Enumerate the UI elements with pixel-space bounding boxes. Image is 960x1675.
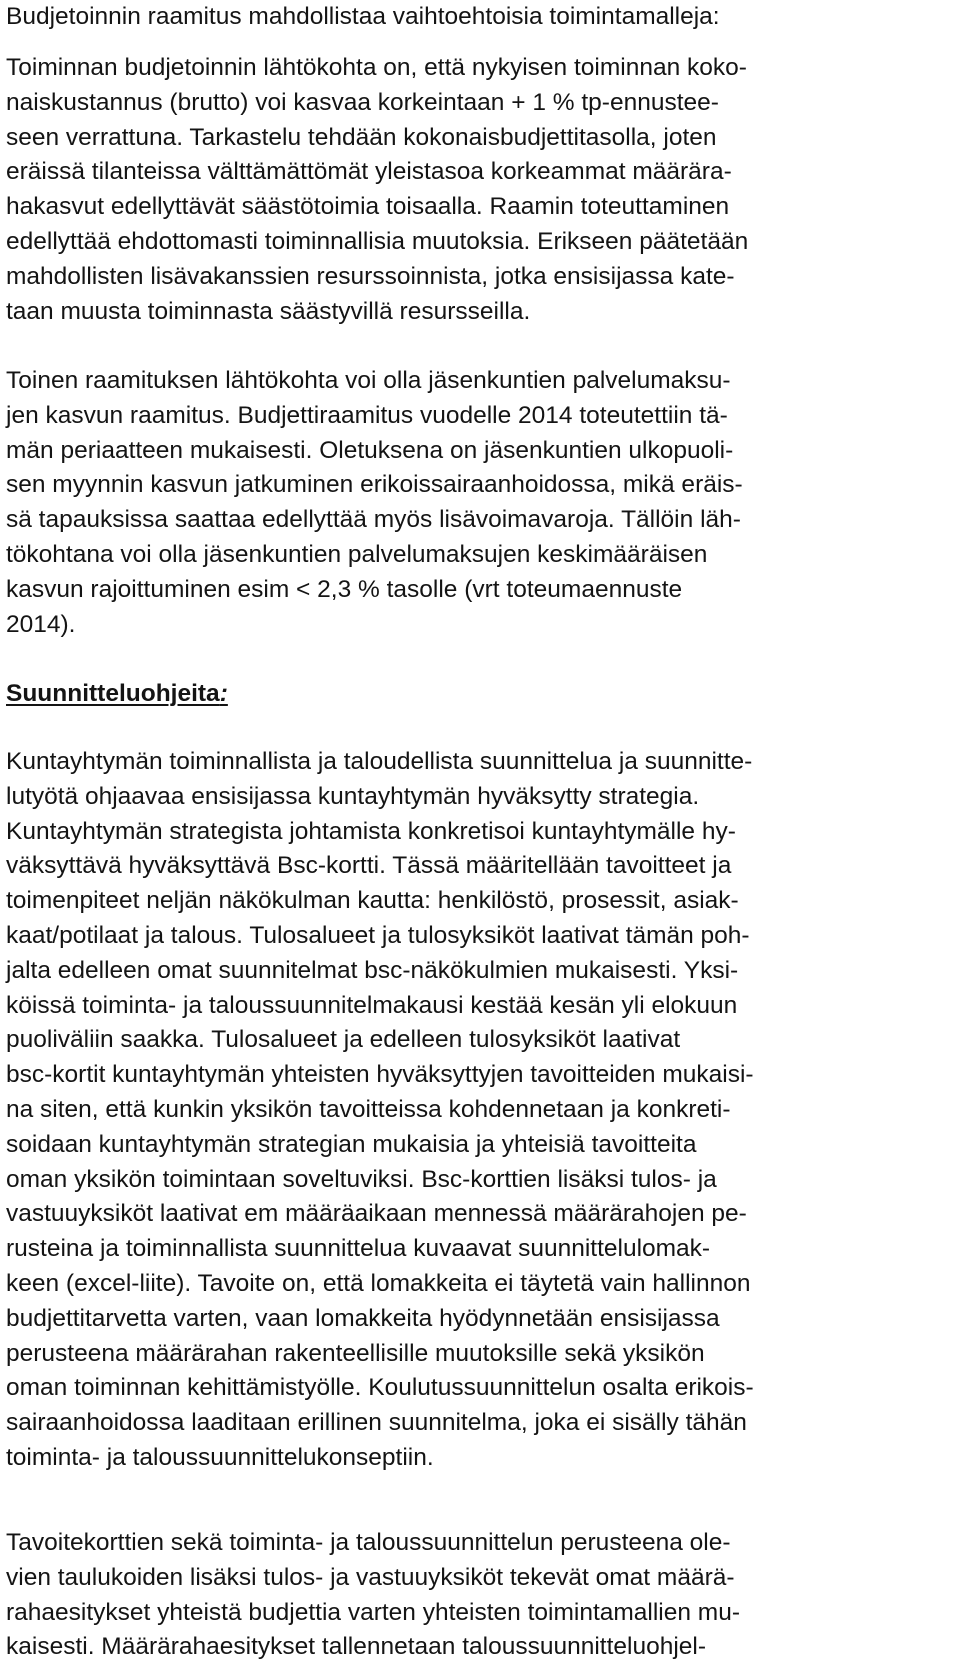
text-line: toimenpiteet neljän näkökulman kautta: henkilöstö, prosessit, asiak-	[6, 887, 739, 915]
paragraph-budget-proposals	[6, 1526, 960, 1665]
text-line: Kuntayhtymän strategista johtamista konkretisoi kuntayhtymälle hy-	[6, 817, 736, 845]
text-line: jalta edelleen omat suunnitelmat bsc-näkökulmien mukaisesti. Yksi-	[6, 956, 739, 984]
text-line: köissä toiminta- ja taloussuunnitelmakausi kestää kesän yli elokuun	[6, 991, 738, 1019]
text-line: Toinen raamituksen lähtökohta voi olla jäsenkuntien palvelumaksu-	[6, 367, 731, 394]
paragraph-fee-framing	[6, 364, 960, 642]
text-line: 2014).	[6, 610, 76, 638]
text-line: lutyötä ohjaavaa ensisijassa kuntayhtymän hyväksytty strategia.	[6, 782, 700, 810]
text-line: soidaan kuntayhtymän strategian mukaisia ja yhteisiä tavoitteita	[6, 1130, 697, 1158]
text-line: taan muusta toiminnasta säästyvillä resursseilla.	[6, 297, 531, 325]
text-line: edellyttää ehdottomasti toiminnallisia muutoksia. Erikseen päätetään	[6, 227, 749, 255]
text-line: män periaatteen mukaisesti. Oletuksena on jäsenkuntien ulkopuoli-	[6, 436, 734, 464]
text-line: vien taulukoiden lisäksi tulos- ja vastuuyksiköt tekevät omat määrä-	[6, 1563, 735, 1591]
text-line: väksyttävä hyväksyttävä Bsc-kortti. Tässä määritellään tavoitteet ja	[6, 852, 732, 880]
text-line: hakasvut edellyttävät säästötoimia toisaalla. Raamin toteuttaminen	[6, 193, 730, 221]
text-line: mahdollisten lisävakanssien resurssoinnista, jotka ensisijassa kate-	[6, 262, 735, 290]
text-line: sä tapauksissa saattaa edellyttää myös lisävoimavaroja. Tällöin läh-	[6, 506, 741, 534]
paragraph-planning-guidance	[6, 745, 960, 1476]
section-heading-text: Suunnitteluohjeita	[6, 680, 220, 707]
text-line: oman yksikön toimintaan soveltuviksi. Bsc-korttien lisäksi tulos- ja	[6, 1165, 717, 1193]
text-line: sen myynnin kasvun jatkuminen erikoissairaanhoidossa, mikä eräis-	[6, 471, 743, 499]
text-line: vastuuyksiköt laativat em määräaikaan mennessä määrärahojen pe-	[6, 1200, 747, 1228]
text-line: jen kasvun raamitus. Budjettiraamitus vuodelle 2014 toteutettiin tä-	[6, 401, 728, 429]
text-line: rahaesitykset yhteistä budjettia varten yhteisten toimintamallien mu-	[6, 1598, 740, 1626]
text-line: na siten, että kunkin yksikön tavoitteissa kohdennetaan ja konkreti-	[6, 1095, 731, 1123]
text-line: oman toiminnan kehittämistyölle. Koulutussuunnittelun osalta erikois-	[6, 1374, 754, 1402]
text-line: Toiminnan budjetoinnin lähtökohta on, että nykyisen toiminnan koko-	[6, 54, 747, 81]
text-line: puoliväliin saakka. Tulosalueet ja edelleen tulosyksiköt laativat	[6, 1026, 681, 1054]
text-line: bsc-kortit kuntayhtymän yhteisten hyväksyttyjen tavoitteiden mukaisi-	[6, 1061, 754, 1089]
text-line: seen verrattuna. Tarkastelu tehdään kokonaisbudjettitasolla, joten	[6, 123, 717, 151]
text-line: keen (excel-liite). Tavoite on, että lomakkeita ei täytetä vain hallinnon	[6, 1269, 751, 1297]
text-line: budjettitarvetta varten, vaan lomakkeita hyödynnetään ensisijassa	[6, 1304, 720, 1332]
text-line: naiskustannus (brutto) voi kasvaa korkeintaan + 1 % tp-ennustee-	[6, 88, 719, 116]
text-line: tökohtana voi olla jäsenkuntien palvelumaksujen keskimääräisen	[6, 540, 708, 568]
text-line: Kuntayhtymän toiminnallista ja taloudellista suunnittelua ja suunnitte-	[6, 748, 753, 775]
section-heading-colon: :	[219, 680, 228, 707]
section-heading	[6, 677, 228, 712]
paragraph-budget-baseline	[6, 51, 960, 329]
text-line: sairaanhoidossa laaditaan erillinen suunnitelma, joka ei sisälly tähän	[6, 1409, 747, 1437]
text-line: kasvun rajoittuminen esim < 2,3 % tasolle (vrt toteumaennuste	[6, 575, 683, 603]
text-line: kaat/potilaat ja talous. Tulosalueet ja tulosyksiköt laativat tämän poh-	[6, 921, 750, 949]
text-line: eräissä tilanteissa välttämättömät yleistasoa korkeammat määrära-	[6, 158, 732, 186]
text-line: kaisesti. Määrärahaesitykset tallennetaan taloussuunnitteluohjel-	[6, 1633, 707, 1661]
text-line: perusteena määrärahan rakenteellisille muutoksille sekä yksikön	[6, 1339, 705, 1367]
text-line: toiminta- ja taloussuunnittelukonseptiin.	[6, 1443, 434, 1471]
intro-line	[6, 0, 960, 35]
text-line: Tavoitekorttien sekä toiminta- ja taloussuunnittelun perusteena ole-	[6, 1529, 731, 1556]
text-line: Budjetoinnin raamitus mahdollistaa vaihtoehtoisia toimintamalleja:	[6, 3, 720, 30]
text-line: rusteina ja toiminnallista suunnittelua kuvaavat suunnittelulomak-	[6, 1235, 711, 1263]
